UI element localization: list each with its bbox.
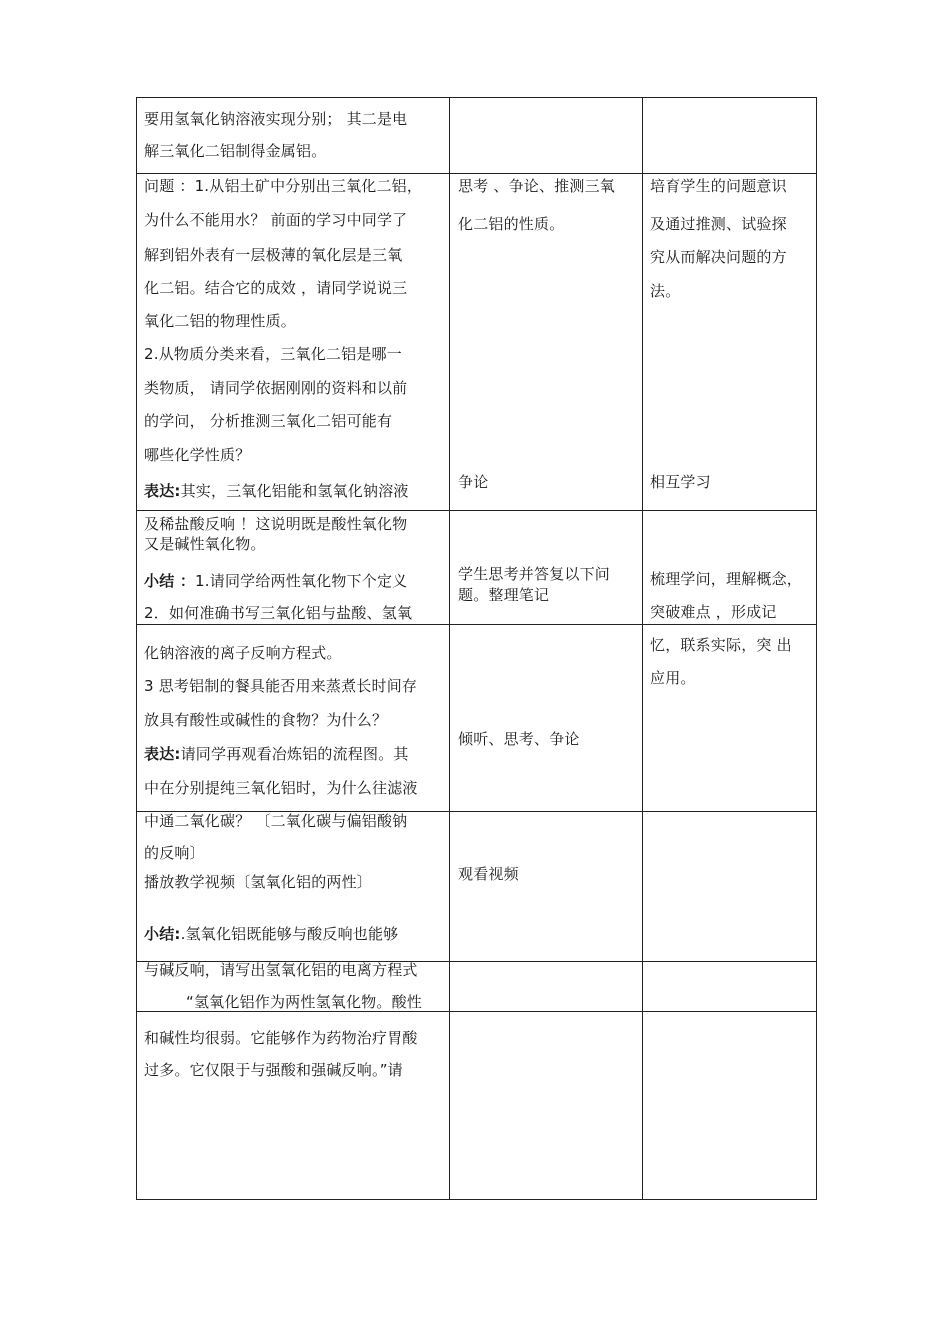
bold-label-text: .氢氧化铝既能够与酸反响也能够 (180, 925, 399, 943)
table-cell-text: 思考 、争论、推测三氧 (458, 177, 615, 195)
table-cell-text: 类物质， 请同学依据刚刚的资料和以前 (144, 379, 408, 397)
table-border-top (136, 97, 817, 98)
table-cell-text: 的反响〕 (144, 844, 205, 862)
table-cell-text: 学生思考并答复以下问 (458, 565, 611, 583)
table-cell-text: 法。 (650, 282, 681, 300)
table-cell-text: 要用氢氧化钠溶液实现分别； 其二是电 (144, 110, 408, 128)
row-divider (136, 510, 817, 511)
table-cell-text: 究从而解决问题的方 (650, 248, 787, 266)
table-cell-text: 解三氧化二铝制得金属铝。 (144, 142, 327, 160)
table-cell-text: 争论 (458, 473, 489, 491)
table-cell-text: 播放教学视频〔氢氧化铝的两性〕 (144, 873, 373, 891)
bold-label: 小结 ： (144, 572, 196, 590)
table-cell-text: 与碱反响，请写出氢氧化铝的电离方程式 (144, 961, 418, 979)
table-cell-text: “氢氧化铝作为两性氢氧化物。酸性 (186, 993, 422, 1011)
table-cell-text: 忆，联系实际，突 出 (650, 636, 792, 654)
table-cell-text: 观看视频 (458, 865, 519, 883)
table-cell-text: 中通二氧化碳？ 〔二氧化碳与偏铝酸钠 (144, 812, 408, 830)
table-cell-text: 题。整理笔记 (458, 586, 550, 604)
table-cell-text: 解到铝外表有一层极薄的氧化层是三氧 (144, 246, 403, 264)
table-cell-text: 3 思考铝制的餐具能否用来蒸煮长时间存 (144, 677, 418, 695)
table-cell-text: 过多。它仅限于与强酸和强碱反响。”请 (144, 1061, 403, 1079)
table-cell-text: 中在分别提纯三氧化铝时，为什么往滤液 (144, 779, 418, 797)
table-cell-text: 应用。 (650, 669, 696, 687)
table-cell-text: 问题 ：1.从铝土矿中分别出三氧化二铝， (144, 177, 423, 195)
table-cell-text: 2．如何准确书写三氧化铝与盐酸、氢氧 (144, 604, 413, 622)
bold-label-text: 请同学再观看冶炼铝的流程图。其 (180, 745, 409, 763)
table-cell-text: 为什么不能用水？ 前面的学习中同学了 (144, 211, 408, 229)
lesson-table (136, 97, 817, 1200)
table-cell-text: 突破难点 ，形成记 (650, 603, 777, 621)
table-border-bottom (136, 1199, 817, 1200)
table-cell-text: 哪些化学性质？ (144, 446, 251, 464)
table-cell-text: 及通过推测、试验探 (650, 215, 787, 233)
table-cell-text: 放具有酸性或碱性的食物？为什么？ (144, 711, 388, 729)
bold-label: 表达: (144, 482, 181, 500)
bold-label-text: 其实，三氧化铝能和氢氧化钠溶液 (180, 482, 409, 500)
table-cell-text: 2.从物质分类来看，三氧化二铝是哪一 (144, 345, 402, 363)
table-cell-text (144, 744, 409, 764)
table-border-right (816, 97, 817, 1200)
bold-label: 小结: (144, 925, 181, 943)
table-cell-text: 化二铝的性质。 (458, 215, 565, 233)
table-cell-text: 和碱性均很弱。它能够作为药物治疗胃酸 (144, 1029, 418, 1047)
row-divider (136, 173, 817, 174)
table-cell-text: 相互学习 (650, 473, 711, 491)
table-cell-text: 化钠溶液的离子反响方程式。 (144, 644, 342, 662)
table-cell-text: 培育学生的问题意识 (650, 177, 787, 195)
table-cell-text: 梳理学问，理解概念， (650, 570, 803, 588)
table-border-left (136, 97, 137, 1200)
table-cell-text (144, 924, 398, 944)
bold-label-text: 1.请同学给两性氧化物下个定义 (195, 572, 408, 590)
bold-label: 表达: (144, 745, 181, 763)
table-cell-text: 化二铝。结合它的成效 ，请同学说说三 (144, 279, 408, 297)
table-cell-text: 倾听、思考、争论 (458, 730, 580, 748)
table-cell-text: 的学问， 分析推测三氧化二铝可能有 (144, 412, 393, 430)
table-cell-text: 及稀盐酸反响 ！这说明既是酸性氧化物 (144, 515, 408, 533)
row-divider (136, 624, 817, 625)
table-cell-text (144, 481, 409, 501)
table-cell-text (144, 571, 407, 591)
column-divider-2 (642, 97, 643, 1200)
column-divider-1 (449, 97, 450, 1200)
table-cell-text: 氧化二铝的物理性质。 (144, 312, 297, 330)
table-cell-text: 又是碱性氧化物。 (144, 535, 266, 553)
